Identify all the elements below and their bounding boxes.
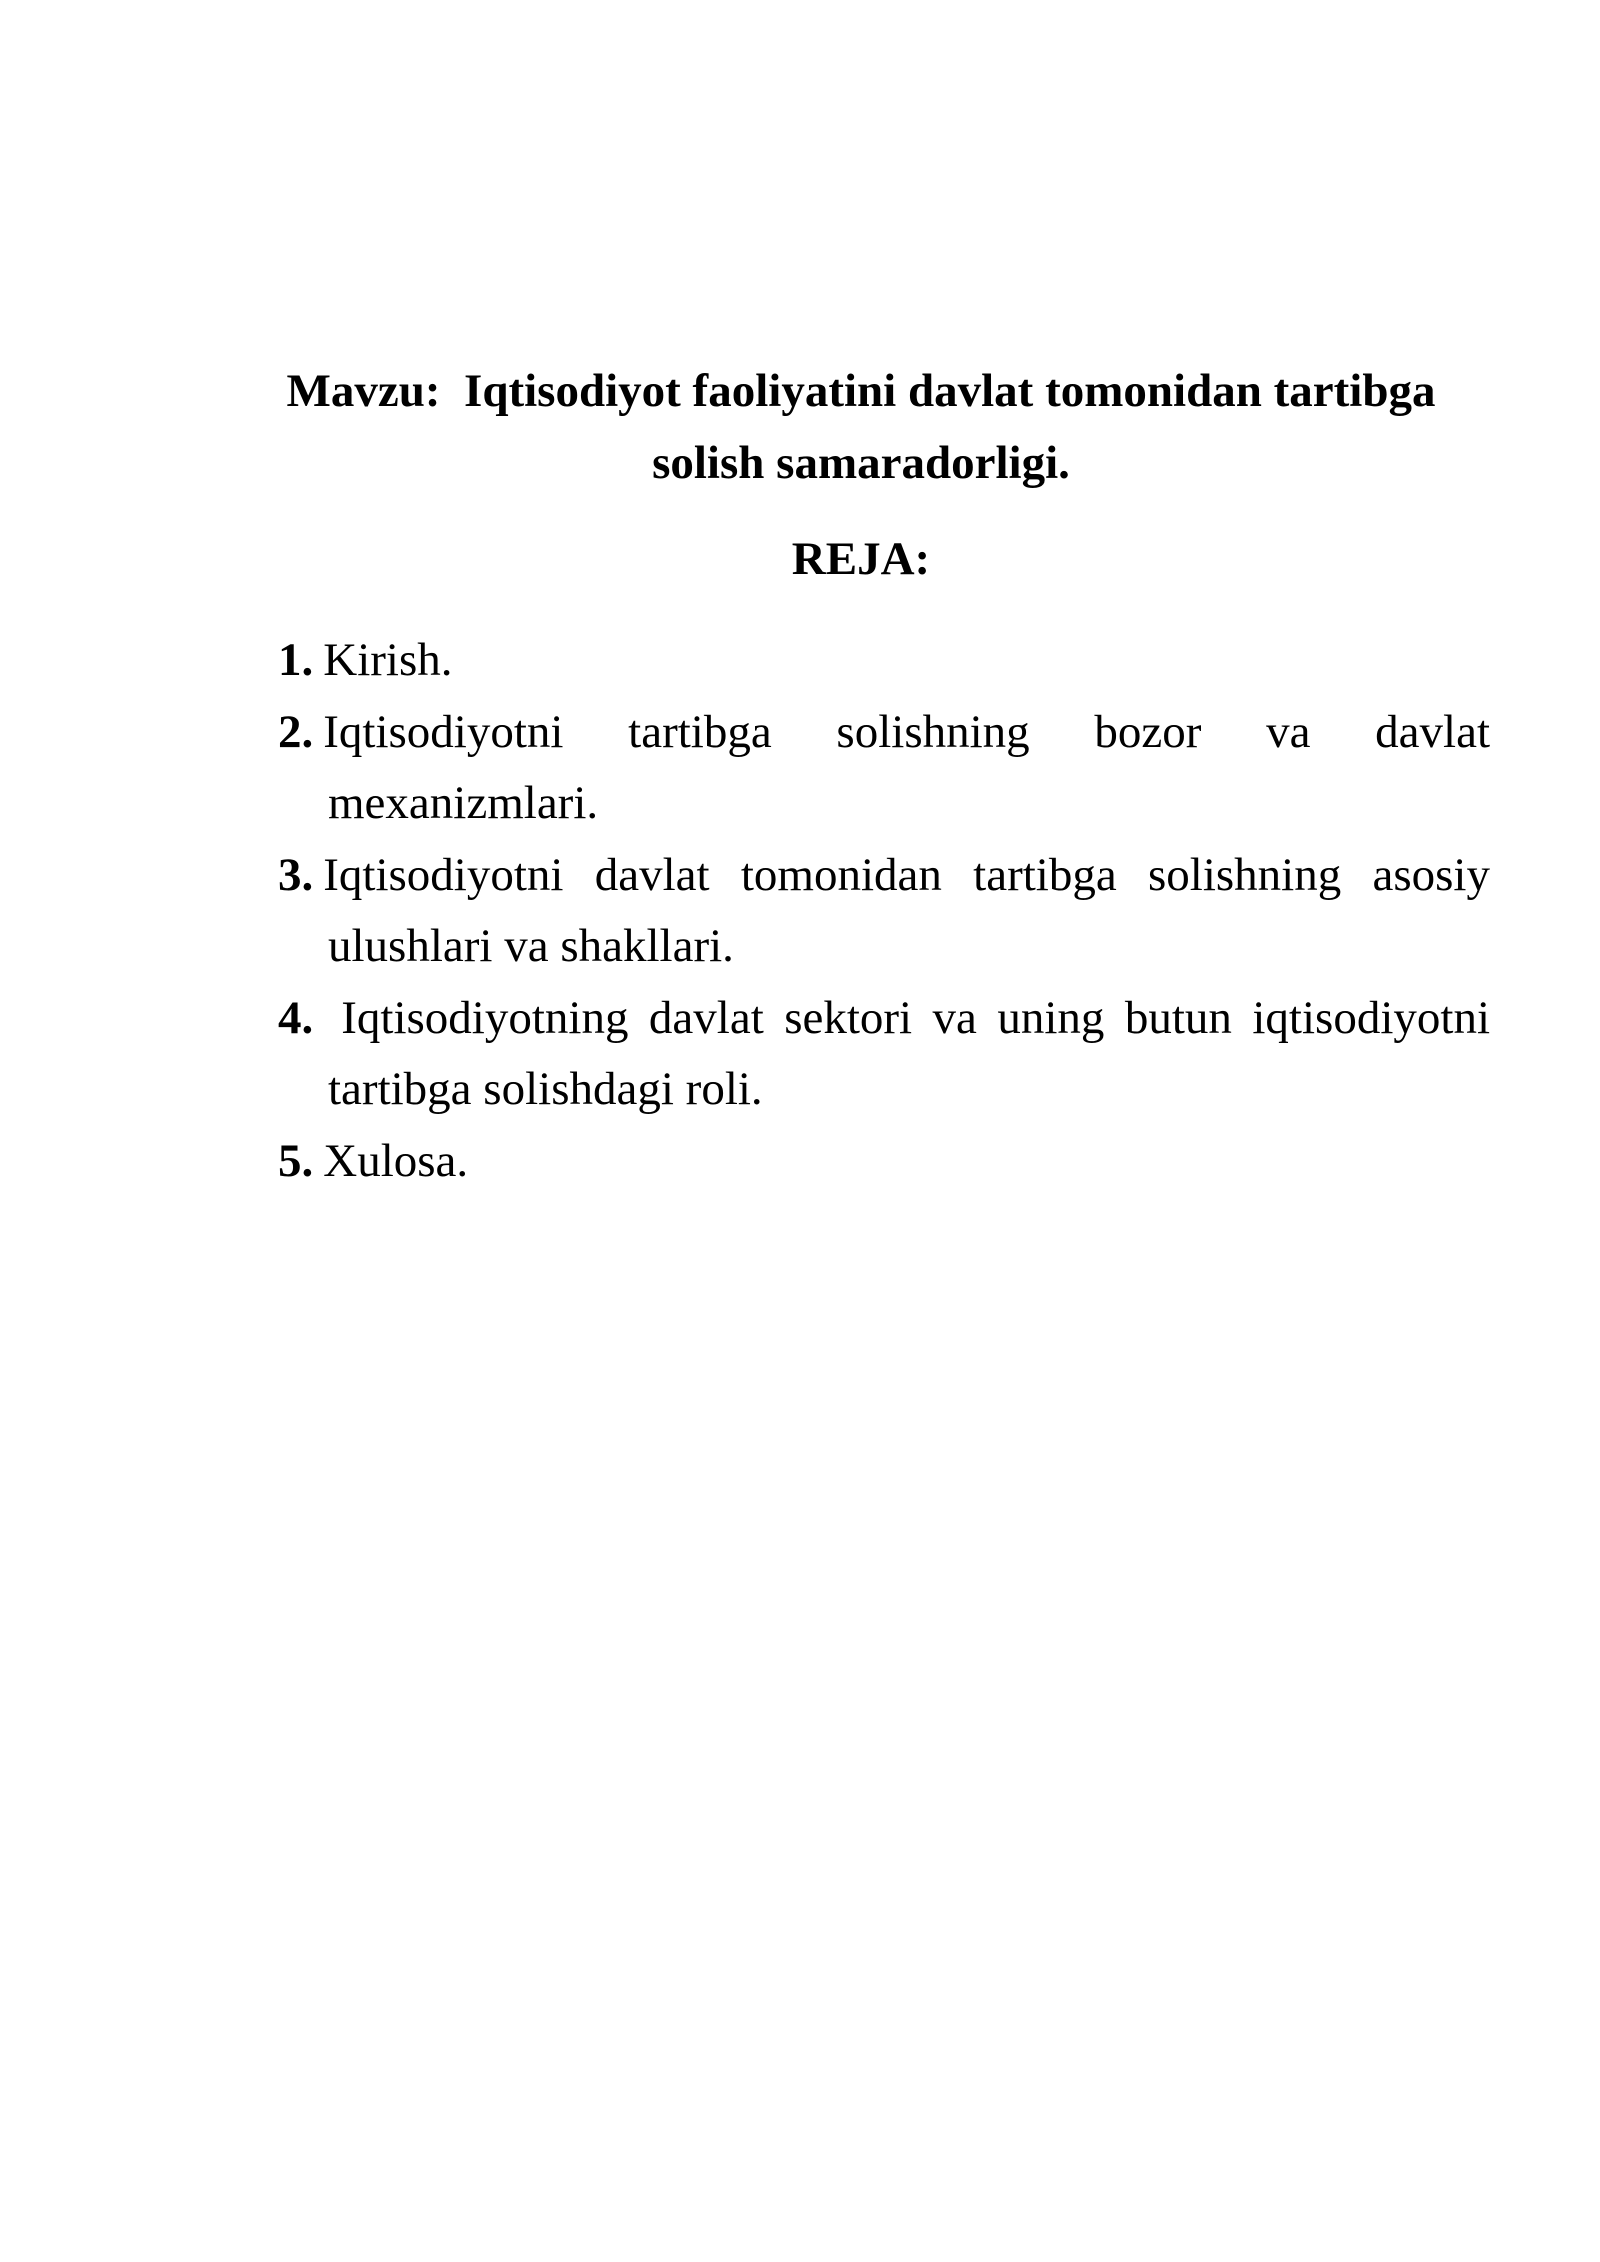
plan-item-text: Xulosa. xyxy=(323,1134,469,1187)
plan-item-4 xyxy=(278,983,1490,1126)
plan-item-number: 3. xyxy=(278,848,314,901)
plan-item-text: Iqtisodiyotning davlat sektori va uning butun iqtisodiyotni tartibga solishdagi roli. xyxy=(328,991,1490,1115)
plan-list xyxy=(278,625,1490,1197)
plan-item-number: 2. xyxy=(278,705,314,758)
plan-item-number: 5. xyxy=(278,1134,314,1187)
plan-item-5 xyxy=(278,1126,1490,1198)
plan-item-text: Iqtisodiyotni tartibga solishning bozor va davlat mexanizmlari. xyxy=(323,705,1490,829)
plan-heading: REJA: xyxy=(791,533,931,585)
plan-item-number: 4. xyxy=(278,991,314,1044)
document-title xyxy=(278,355,1444,499)
plan-item-number: 1. xyxy=(278,634,314,686)
plan-item-text: Kirish. xyxy=(323,634,453,686)
title-prefix: Mavzu: xyxy=(286,365,465,417)
title-text: Iqtisodiyot faoliyatini davlat tomonidan tartibga solish samaradorligi. xyxy=(464,365,1436,489)
plan-item-text: Iqtisodiyotni davlat tomonidan tartibga solishning asosiy ulushlari va shakllari. xyxy=(323,848,1490,972)
plan-item-3 xyxy=(278,840,1490,983)
plan-item-1 xyxy=(278,625,1490,697)
plan-item-2 xyxy=(278,697,1490,840)
